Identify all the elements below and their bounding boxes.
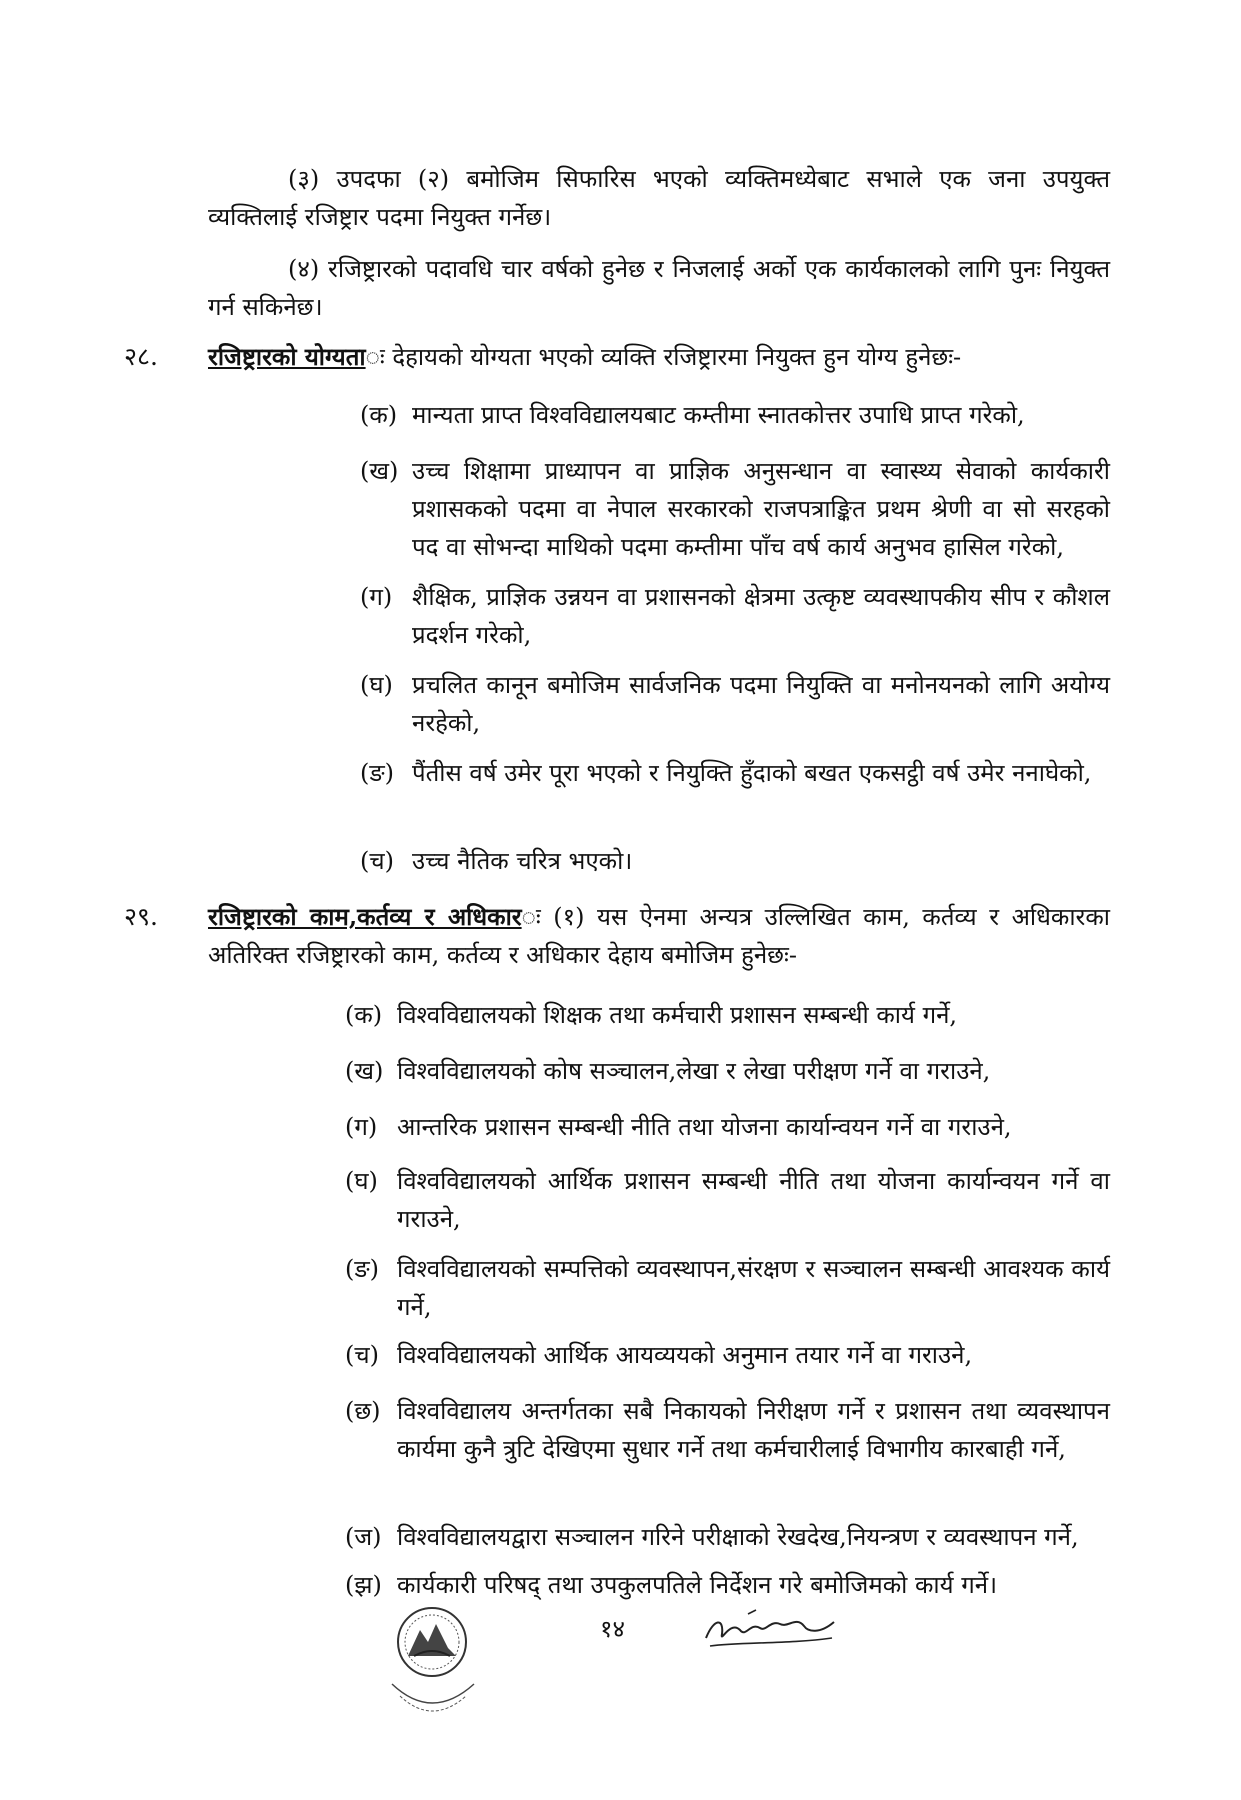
item-text: प्रचलित कानून बमोजिम सार्वजनिक पदमा नियुक्ति वा मनोनयनको लागि अयोग्य नरहेको,: [412, 671, 1110, 737]
list-item: [345, 1108, 1110, 1146]
list-item: [345, 996, 1110, 1034]
list-item: [345, 1518, 1110, 1556]
item-label: (च): [345, 1341, 379, 1369]
list-item: [360, 396, 1110, 434]
list-item: [345, 1052, 1110, 1090]
ministry-seal-icon: [378, 1600, 486, 1732]
section-lead: [208, 898, 1110, 974]
item-label: (ग): [345, 1113, 378, 1141]
item-label: (ज): [345, 1523, 382, 1551]
item-text: कार्यकारी परिषद् तथा उपकुलपतिले निर्देशन गरे बमोजिमको कार्य गर्ने।: [397, 1571, 998, 1599]
item-label: (क): [345, 1001, 383, 1029]
item-text: विश्वविद्यालयको आर्थिक आयव्ययको अनुमान तयार गर्ने वा गराउने,: [397, 1341, 973, 1369]
list-item: [345, 1566, 1110, 1604]
page-number: १४: [600, 1615, 625, 1643]
paragraph-3: (३) उपदफा (२) बमोजिम सिफारिस भएको व्यक्तिमध्येबाट सभाले एक जना उपयुक्त व्यक्तिलाई रजिष्ट्रार पदमा नियुक्त गर्नेछ।: [208, 165, 1110, 231]
item-text: विश्वविद्यालय अन्तर्गतका सबै निकायको निरीक्षण गर्ने र प्रशासन तथा व्यवस्थापन कार्यमा कुनै त्रुटि देखिएमा सुधार गर्ने तथा कर्मचारीलाई विभागीय कारबाही गर्ने,: [397, 1397, 1110, 1463]
item-text: विश्वविद्यालयको सम्पत्तिको व्यवस्थापन,संरक्षण र सञ्चालन सम्बन्धी आवश्यक कार्य गर्ने,: [397, 1255, 1110, 1321]
item-text: आन्तरिक प्रशासन सम्बन्धी नीति तथा योजना कार्यान्वयन गर्ने वा गराउने,: [397, 1113, 1012, 1141]
list-item: [345, 1250, 1110, 1326]
item-text: शैक्षिक, प्राज्ञिक उन्नयन वा प्रशासनको क्षेत्रमा उत्कृष्ट व्यवस्थापकीय सीप र कौशल प्रदर्शन गरेको,: [412, 583, 1110, 649]
section-number: २८.: [124, 342, 158, 371]
page-footer: [0, 1600, 1241, 1800]
list-item: [360, 754, 1110, 792]
item-text: विश्वविद्यालयद्वारा सञ्चालन गरिने परीक्षाको रेखदेख,नियन्त्रण र व्यवस्थापन गर्ने,: [397, 1523, 1079, 1551]
item-label: (ङ): [345, 1255, 380, 1283]
item-text: उच्च नैतिक चरित्र भएको।: [412, 847, 633, 875]
section-heading: रजिष्ट्रारको योग्यता: [208, 342, 366, 371]
item-label: (घ): [345, 1167, 378, 1195]
section-heading: रजिष्ट्रारको काम,कर्तव्य र अधिकार: [208, 902, 522, 931]
item-label: (ख): [360, 457, 399, 485]
list-item: [345, 1336, 1110, 1374]
section-lead-text: ः देहायको योग्यता भएको व्यक्ति रजिष्ट्रारमा नियुक्त हुन योग्य हुनेछः-: [365, 343, 962, 371]
list-item: [360, 578, 1110, 654]
item-label: (ङ): [360, 759, 395, 787]
item-text: मान्यता प्राप्त विश्वविद्यालयबाट कम्तीमा स्नातकोत्तर उपाधि प्राप्त गरेको,: [412, 401, 1025, 429]
item-text: विश्वविद्यालयको शिक्षक तथा कर्मचारी प्रशासन सम्बन्धी कार्य गर्ने,: [397, 1001, 958, 1029]
item-label: (क): [360, 401, 398, 429]
signature-icon: [700, 1608, 840, 1652]
item-label: (च): [360, 847, 394, 875]
list-item: [360, 666, 1110, 742]
list-item: [345, 1392, 1110, 1468]
item-label: (छ): [345, 1397, 381, 1425]
paragraph-4: (४) रजिष्ट्रारको पदावधि चार वर्षको हुनेछ र निजलाई अर्को एक कार्यकालको लागि पुनः नियुक्त गर्न सकिनेछ।: [208, 255, 1110, 321]
list-item: [345, 1162, 1110, 1238]
section-number: २९.: [124, 902, 158, 931]
item-text: पैंतीस वर्ष उमेर पूरा भएको र नियुक्ति हुँदाको बखत एकसट्ठी वर्ष उमेर ननाघेको,: [412, 759, 1092, 787]
section-lead: [208, 338, 1110, 376]
item-label: (झ): [345, 1571, 382, 1599]
list-item: [360, 452, 1110, 566]
list-item: [360, 842, 1110, 880]
item-text: विश्वविद्यालयको आर्थिक प्रशासन सम्बन्धी नीति तथा योजना कार्यान्वयन गर्ने वा गराउने,: [397, 1167, 1110, 1233]
item-text: विश्वविद्यालयको कोष सञ्चालन,लेखा र लेखा परीक्षण गर्ने वा गराउने,: [397, 1057, 991, 1085]
item-label: (ग): [360, 583, 393, 611]
item-label: (घ): [360, 671, 393, 699]
item-text: उच्च शिक्षामा प्राध्यापन वा प्राज्ञिक अनुसन्धान वा स्वास्थ्य सेवाको कार्यकारी प्रशासकको पदमा वा नेपाल सरकारको राजपत्राङ्कित प्रथम श्रेणी वा सो सरहको पद वा सोभन्दा माथिको पदमा कम्तीमा पाँच वर्ष कार्य अनुभव हासिल गरेको,: [412, 457, 1110, 561]
section-lead-text: ः (१) यस ऐनमा अन्यत्र उल्लिखित काम, कर्तव्य र अधिकारका अतिरिक्त रजिष्ट्रारको काम, कर्तव्य र अधिकार देहाय बमोजिम हुनेछः-: [208, 903, 1110, 969]
item-label: (ख): [345, 1057, 384, 1085]
